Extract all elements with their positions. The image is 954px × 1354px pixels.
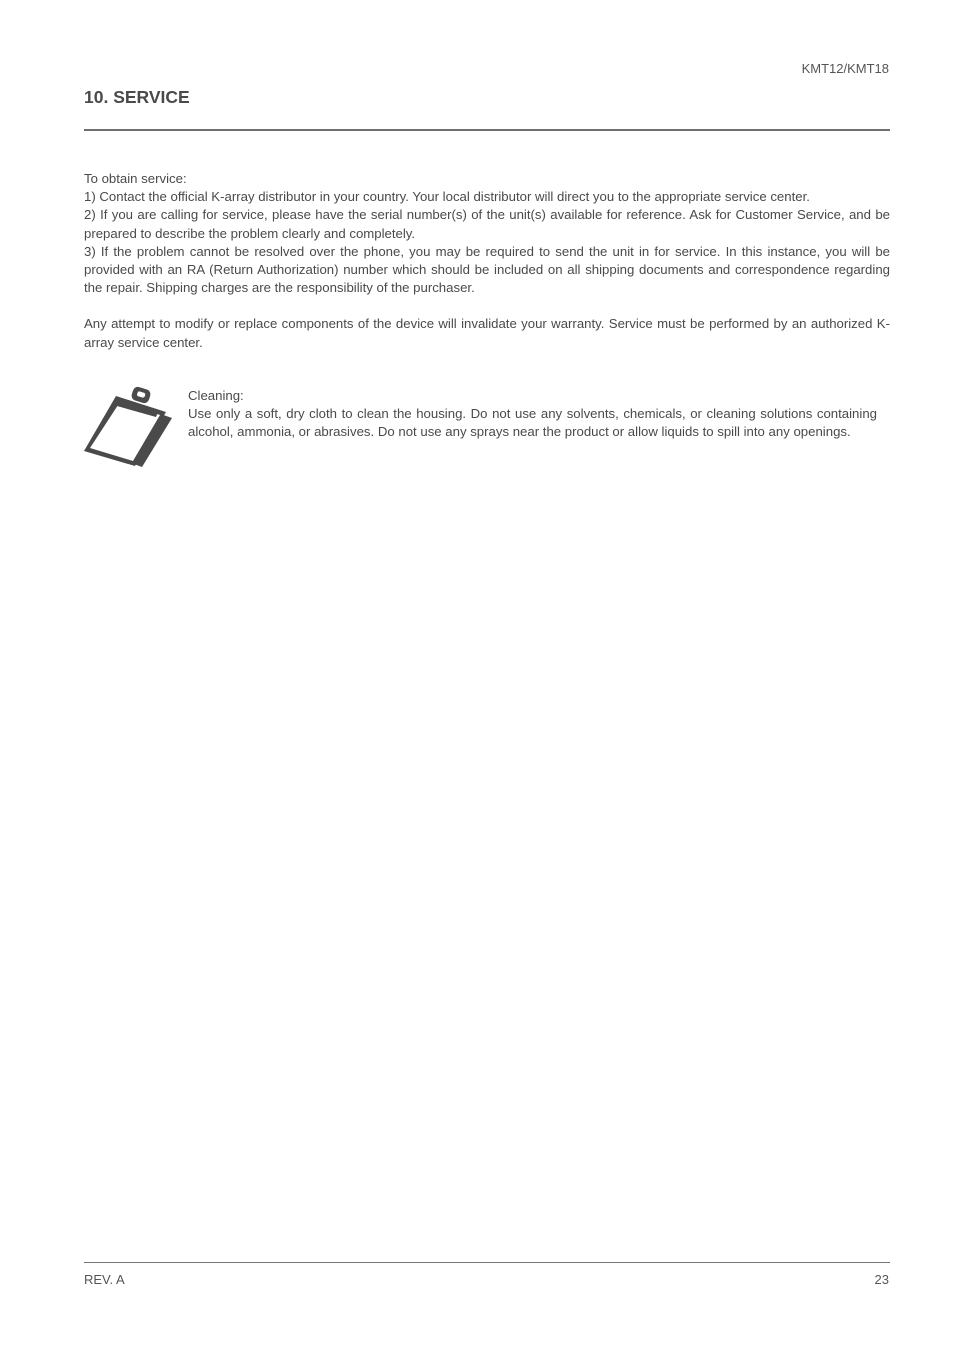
- service-step-3: 3) If the problem cannot be resolved over the phone, you may be required to send the unit in for service. In this instance, you will be provided with an RA (Return Authorization) number which should be included on all shipping documents and correspondence regarding the repair. Shipping charges are the responsibility of the purchaser.: [84, 243, 890, 296]
- cleaning-heading: Cleaning:: [188, 388, 244, 403]
- warranty-note: Any attempt to modify or replace components of the device will invalidate your warranty. Service must be performed by an authorized K-array service center.: [84, 316, 890, 350]
- service-step-2: 2) If you are calling for service, please have the serial number(s) of the unit(s) available for reference. Ask for Customer Service, and be prepared to describe the problem clearly and completely.: [84, 207, 890, 241]
- clipboard-icon: [82, 385, 176, 471]
- footer-divider: [84, 1262, 890, 1263]
- section-title: 10. SERVICE: [84, 87, 190, 107]
- header-divider: [84, 129, 890, 131]
- service-intro: To obtain service:: [84, 171, 187, 186]
- model-name: KMT12/KMT18: [801, 61, 889, 76]
- page-number: 23: [874, 1272, 889, 1287]
- cleaning-note: [188, 387, 877, 442]
- revision-label: REV. A: [84, 1272, 125, 1287]
- paragraph-spacer: [84, 297, 890, 315]
- cleaning-text: Use only a soft, dry cloth to clean the housing. Do not use any solvents, chemicals, or cleaning solutions containing alcohol, ammonia, or abrasives. Do not use any sprays near the product or allow liquids to spill into any openings.: [188, 406, 877, 440]
- service-section: [84, 170, 890, 352]
- service-step-1: 1) Contact the official K-array distributor in your country. Your local distributor will direct you to the appropriate service center.: [84, 189, 810, 205]
